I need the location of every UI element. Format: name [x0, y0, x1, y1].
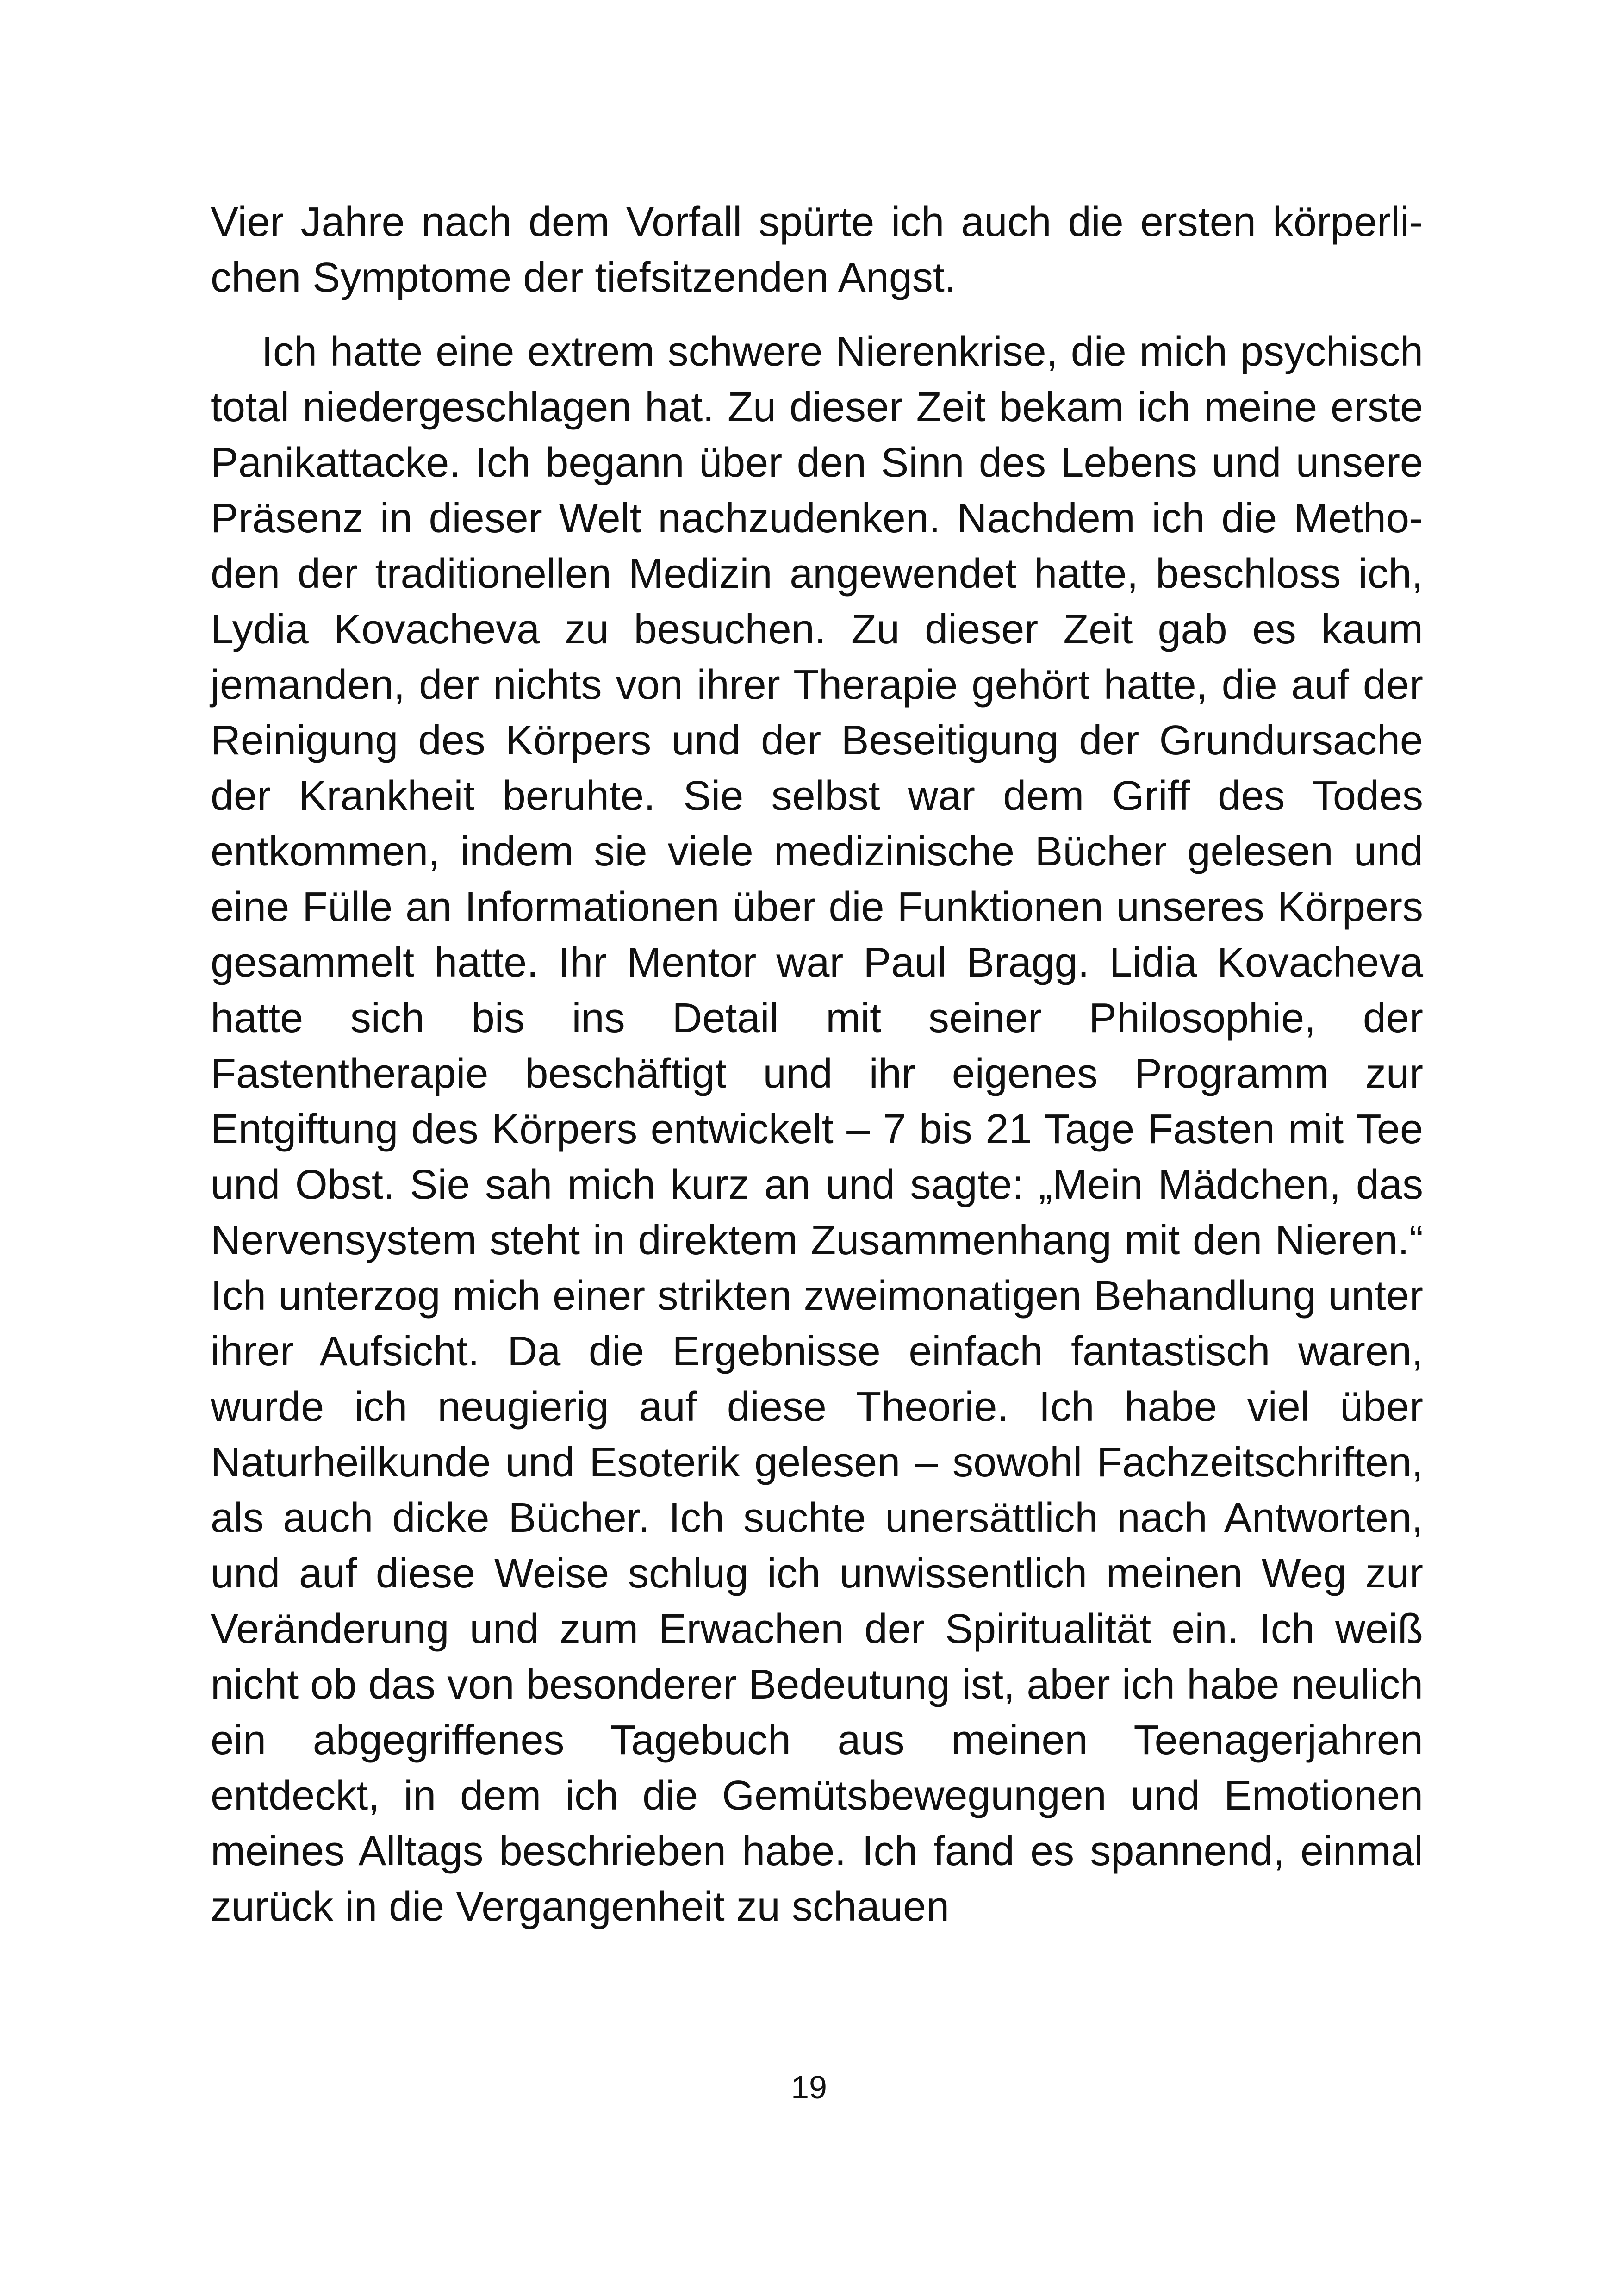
- paragraph-2: Ich hatte eine extrem schwere Nierenkrise, die mich psychisch total niedergeschlagen hat. Zu dieser Zeit bekam ich meine erste Panikattacke. Ich begann über den Sinn des Lebens und unsere Präsenz in dieser Welt nachzudenken. Nachdem ich die Methoden der traditionellen Medizin angewendet hatte, beschloss ich, Lydia Kovacheva zu besuchen. Zu dieser Zeit gab es kaum jemanden, der nichts von ihrer Therapie gehört hatte, die auf der Reinigung des Körpers und der Beseitigung der Grundursache der Krankheit beruhte. Sie selbst war dem Griff des Todes entkommen, indem sie viele medizinische Bücher gelesen und eine Fülle an Informationen über die Funktionen unseres Körpers gesammelt hatte. Ihr Mentor war Paul Bragg. Lidia Kovacheva hatte sich bis ins Detail mit seiner Philosophie, der Fastentherapie beschäftigt und ihr eigenes Programm zur Entgiftung des Körpers entwickelt – 7 bis 21 Tage Fasten mit Tee und Obst. Sie sah mich kurz an und sagte: „Mein Mädchen, das Nervensystem steht in direktem Zusammenhang mit den Nieren.“ Ich unterzog mich einer strikten zweimonatigen Behandlung unter ihrer Aufsicht. Da die Ergebnisse einfach fantastisch waren, wurde ich neugierig auf diese Theorie. Ich habe viel über Naturheilkunde und Esoterik gelesen – sowohl Fachzeitschriften, als auch dicke Bücher. Ich suchte unersättlich nach Antworten, und auf diese Weise schlug ich unwissentlich meinen Weg zur Veränderung und zum Erwachen der Spiritualität ein. Ich weiß nicht ob das von besonderer Bedeutung ist, aber ich habe neulich ein abgegriffenes Tagebuch aus meinen Teenagerjahren entdeckt, in dem ich die Gemütsbewegungen und Emotionen meines Alltags beschrieben habe. Ich fand es spannend, einmal zurück in die Vergangenheit zu schauen: [211, 329, 1423, 1930]
- page-number: 19: [791, 2069, 827, 2105]
- paragraph-1: Vier Jahre nach dem Vorfall spürte ich auch die ersten körperlichen Symptome der tiefsitzenden Angst.: [211, 199, 1423, 301]
- body-text: [211, 194, 1423, 1935]
